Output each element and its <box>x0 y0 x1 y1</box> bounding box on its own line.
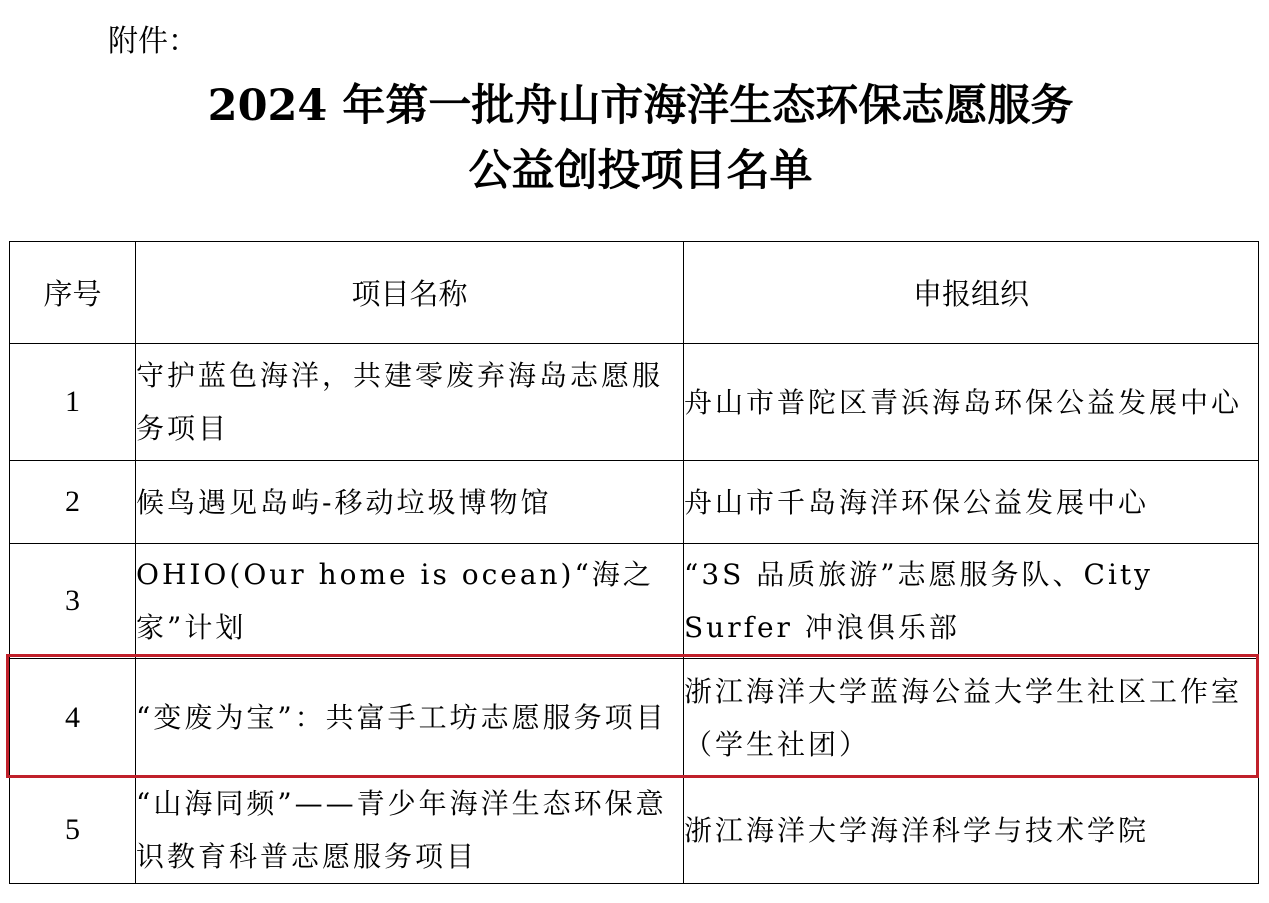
organization-cell: 浙江海洋大学蓝海公益大学生社区工作室（学生社团） <box>684 659 1259 777</box>
project-name-cell: 候鸟遇见岛屿-移动垃圾博物馆 <box>136 461 684 544</box>
column-header-organization: 申报组织 <box>684 242 1259 344</box>
table-row-highlighted <box>10 659 1259 777</box>
organization-cell: “3S 品质旅游”志愿服务队、City Surfer 冲浪俱乐部 <box>684 544 1259 659</box>
row-number: 2 <box>10 461 136 544</box>
document-title-line-2: 公益创投项目名单 <box>468 146 813 196</box>
organization-cell: 舟山市普陀区青浜海岛环保公益发展中心 <box>684 344 1259 461</box>
column-header-number: 序号 <box>10 242 136 344</box>
row-number: 5 <box>10 777 136 884</box>
organization-cell: 浙江海洋大学海洋科学与技术学院 <box>684 777 1259 884</box>
row-number: 4 <box>10 659 136 777</box>
table-row <box>10 344 1259 461</box>
table-row <box>10 777 1259 884</box>
organization-cell: 舟山市千岛海洋环保公益发展中心 <box>684 461 1259 544</box>
row-number: 1 <box>10 344 136 461</box>
project-name-cell: “山海同频”——青少年海洋生态环保意识教育科普志愿服务项目 <box>136 777 684 884</box>
project-name-cell: “变废为宝”：共富手工坊志愿服务项目 <box>136 659 684 777</box>
table-row <box>10 544 1259 659</box>
column-header-project-name: 项目名称 <box>136 242 684 344</box>
project-name-cell: 守护蓝色海洋，共建零废弃海岛志愿服务项目 <box>136 344 684 461</box>
project-list-table <box>9 241 1259 884</box>
project-name-cell: OHIO(Our home is ocean)“海之家”计划 <box>136 544 684 659</box>
table-row <box>10 461 1259 544</box>
attachment-label: 附件： <box>108 24 198 59</box>
row-number: 3 <box>10 544 136 659</box>
document-title-line-1: 2024 年第一批舟山市海洋生态环保志愿服务 <box>207 81 1074 131</box>
table-header-row <box>10 242 1259 344</box>
